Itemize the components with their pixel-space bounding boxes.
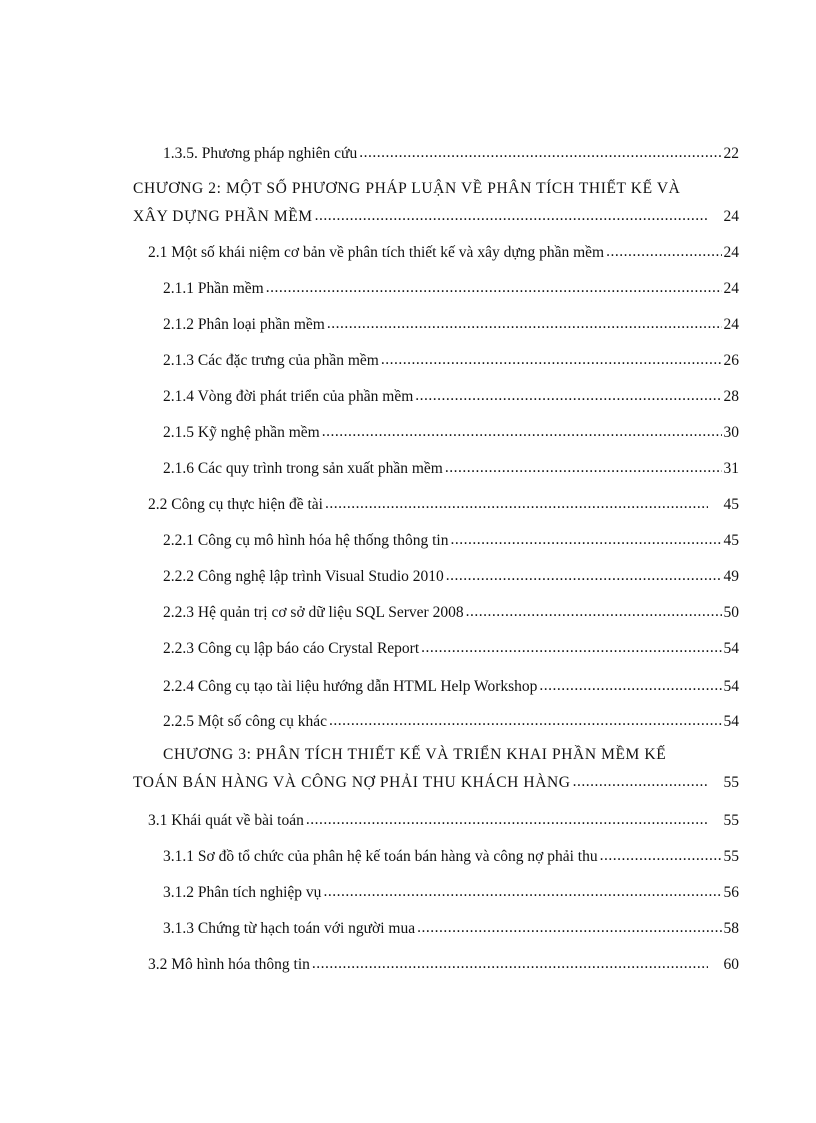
- dot-leader: [266, 278, 722, 298]
- chapter-3-title-line-2: TOÁN BÁN HÀNG VÀ CÔNG NỢ PHẢI THU KHÁCH HÀNG: [133, 774, 571, 791]
- toc-entry-2-2-3-crystal-report[interactable]: [163, 639, 739, 659]
- toc-entry-2-1-5[interactable]: [163, 423, 739, 443]
- chapter-2-title-line-1[interactable]: CHƯƠNG 2: MỘT SỐ PHƯƠNG PHÁP LUẬN VỀ PHÂN TÍCH THIẾT KẾ VÀ: [133, 180, 681, 197]
- dot-leader: [600, 846, 722, 866]
- toc-page-number: 58: [723, 920, 739, 937]
- dot-leader: [573, 772, 708, 792]
- toc-page-number: 55: [723, 848, 739, 865]
- dot-leader: [466, 602, 722, 622]
- dot-leader: [539, 676, 721, 696]
- toc-page-number: 26: [723, 352, 739, 369]
- toc-page-number: 24: [723, 316, 739, 333]
- toc-entry-label: 2.1.4 Vòng đời phát triển của phần mềm: [163, 388, 414, 405]
- dot-leader: [325, 494, 708, 514]
- toc-entry-2-2-5[interactable]: [163, 712, 739, 732]
- dot-leader: [323, 882, 721, 902]
- toc-entry-2-1-3[interactable]: [163, 351, 739, 371]
- toc-entry-2-2-2[interactable]: [163, 567, 739, 587]
- toc-page-number: 55: [723, 774, 739, 791]
- dot-leader: [322, 422, 722, 442]
- toc-entry-2-1-1[interactable]: [163, 279, 739, 299]
- toc-entry-2-2-3-sql-server[interactable]: [163, 603, 739, 623]
- toc-entry-2-1-4[interactable]: [163, 387, 739, 407]
- toc-page-number: 56: [723, 884, 739, 901]
- toc-entry-2-1[interactable]: [148, 243, 739, 263]
- toc-entry-label: 2.2.2 Công nghệ lập trình Visual Studio 2010: [163, 568, 444, 585]
- toc-entry-3-2[interactable]: [148, 955, 739, 975]
- toc-entry-2-2-1[interactable]: [163, 531, 739, 551]
- dot-leader: [327, 314, 722, 334]
- toc-entry-chapter-3[interactable]: [133, 773, 739, 793]
- toc-entry-2-1-6[interactable]: [163, 459, 739, 479]
- toc-page-number: 49: [723, 568, 739, 585]
- toc-page-number: 24: [723, 244, 739, 261]
- toc-entry-1-3-5[interactable]: [163, 144, 739, 164]
- toc-page-number: 28: [723, 388, 739, 405]
- dot-leader: [417, 918, 721, 938]
- toc-page-number: 54: [723, 640, 739, 657]
- toc-page-number: 24: [723, 208, 739, 225]
- toc-entry-label: 2.1.1 Phần mềm: [163, 280, 264, 297]
- toc-entry-label: 3.1.1 Sơ đồ tổ chức của phân hệ kế toán bán hàng và công nợ phải thu: [163, 848, 598, 865]
- toc-page-number: 50: [723, 604, 739, 621]
- dot-leader: [445, 458, 722, 478]
- dot-leader: [315, 206, 708, 226]
- toc-page-number: 54: [723, 678, 739, 695]
- toc-entry-3-1-2[interactable]: [163, 883, 739, 903]
- toc-page-number: 31: [723, 460, 739, 477]
- toc-page-number: 60: [723, 956, 739, 973]
- toc-entry-label: 2.2.1 Công cụ mô hình hóa hệ thống thông tin: [163, 532, 449, 549]
- toc-entry-label: 3.2 Mô hình hóa thông tin: [148, 956, 310, 973]
- toc-entry-label: 2.1.2 Phân loại phần mềm: [163, 316, 325, 333]
- dot-leader: [415, 386, 721, 406]
- toc-entry-label: 3.1 Khái quát về bài toán: [148, 812, 304, 829]
- toc-entry-label: 2.2.5 Một số công cụ khác: [163, 713, 328, 730]
- dot-leader: [312, 954, 708, 974]
- toc-entry-3-1-3[interactable]: [163, 919, 739, 939]
- toc-entry-2-1-2[interactable]: [163, 315, 739, 335]
- toc-entry-label: 2.1.5 Kỹ nghệ phần mềm: [163, 424, 320, 441]
- toc-page-number: 24: [723, 280, 739, 297]
- dot-leader: [329, 711, 721, 731]
- toc-entry-chapter-2[interactable]: [133, 207, 739, 227]
- dot-leader: [306, 810, 708, 830]
- toc-entry-label: 1.3.5. Phương pháp nghiên cứu: [163, 145, 358, 162]
- toc-entry-label: 3.1.3 Chứng từ hạch toán với người mua: [163, 920, 416, 937]
- chapter-2-title-line-2: XÂY DỰNG PHẦN MỀM: [133, 208, 313, 225]
- toc-entry-label: 2.2.3 Công cụ lập báo cáo Crystal Report: [163, 640, 420, 657]
- toc-entry-label: 2.2 Công cụ thực hiện đề tài: [148, 496, 323, 513]
- dot-leader: [446, 566, 722, 586]
- dot-leader: [450, 530, 721, 550]
- toc-page-number: 22: [723, 145, 739, 162]
- toc-entry-3-1-1[interactable]: [163, 847, 739, 867]
- dot-leader: [421, 638, 721, 658]
- toc-entry-3-1[interactable]: [148, 811, 739, 831]
- toc-entry-label: 2.2.4 Công cụ tạo tài liệu hướng dẫn HTML Help Workshop: [163, 678, 538, 695]
- toc-page-number: 30: [723, 424, 739, 441]
- toc-entry-2-2-4[interactable]: [163, 677, 739, 697]
- toc-entry-label: 2.1.6 Các quy trình trong sản xuất phần mềm: [163, 460, 443, 477]
- toc-entry-label: 3.1.2 Phân tích nghiệp vụ: [163, 884, 322, 901]
- chapter-3-title-line-1[interactable]: CHƯƠNG 3: PHÂN TÍCH THIẾT KẾ VÀ TRIỂN KHAI PHẦN MỀM KẾ: [163, 746, 667, 763]
- dot-leader: [606, 242, 721, 262]
- toc-page-number: 45: [723, 496, 739, 513]
- toc-entry-label: 2.1.3 Các đặc trưng của phần mềm: [163, 352, 379, 369]
- dot-leader: [359, 143, 721, 163]
- toc-entry-label: 2.2.3 Hệ quản trị cơ sở dữ liệu SQL Server 2008: [163, 604, 464, 621]
- toc-entry-label: 2.1 Một số khái niệm cơ bản về phân tích thiết kế và xây dựng phần mềm: [148, 244, 605, 261]
- toc-page-number: 55: [723, 812, 739, 829]
- dot-leader: [381, 350, 722, 370]
- toc-page-number: 54: [723, 713, 739, 730]
- toc-entry-2-2[interactable]: [148, 495, 739, 515]
- toc-page-number: 45: [723, 532, 739, 549]
